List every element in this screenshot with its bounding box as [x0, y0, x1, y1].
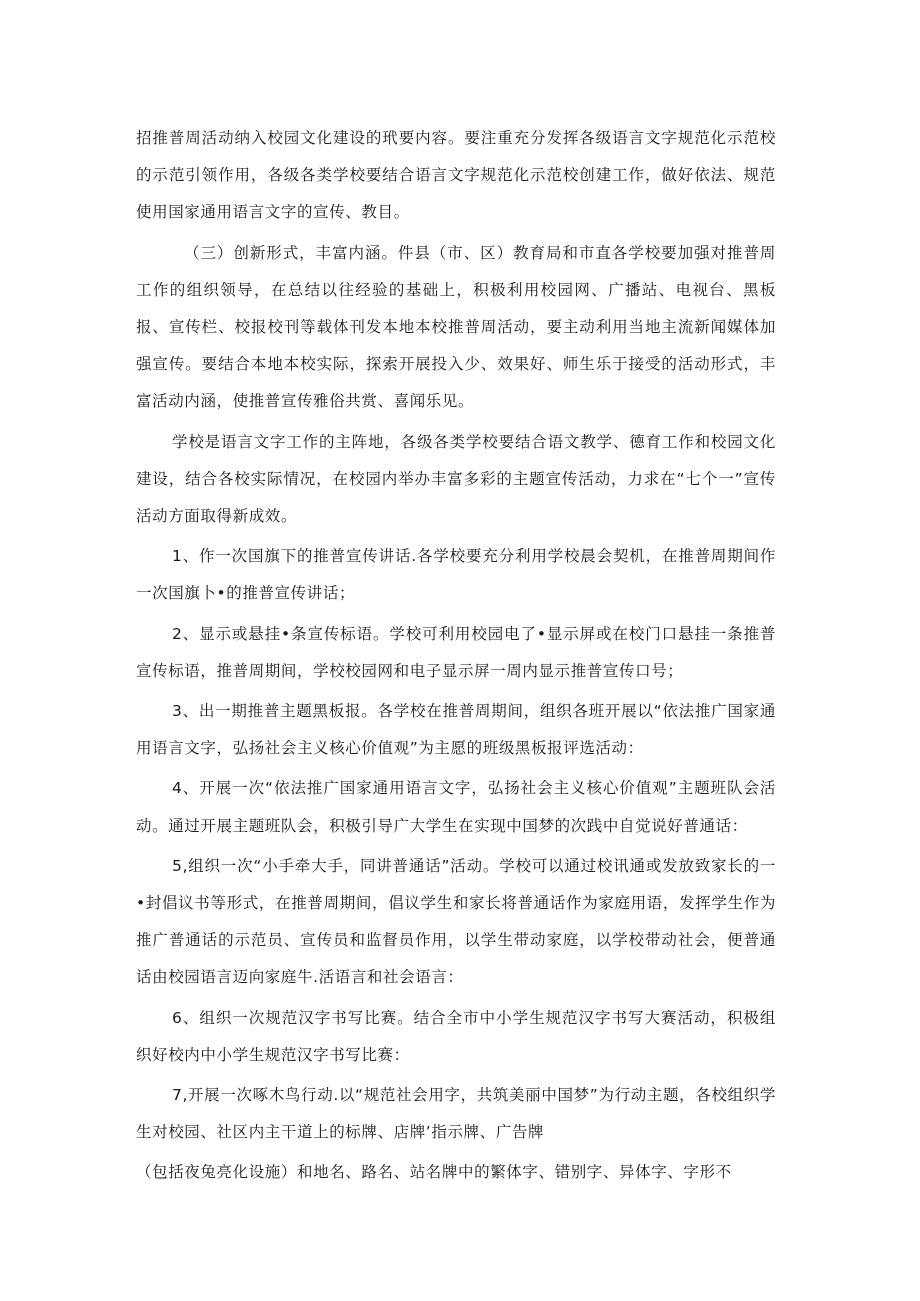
- paragraph-section-three: （三）创新形式，丰富内涵。件县（市、区）教育局和市直各学校要加强对推普周工作的组织领导，在总结以往经验的基础上，积极利用校园网、广播站、电视台、黑板报、宣传栏、校报校刊等载体刊发本地本校推普周活动，要主动利用当地主流新闻媒体加强宣传。要结合本地本校实际，探索开展投入少、效果好、师生乐于接受的活动形式，丰富活动内涵，使推普宣传雅俗共赏、喜闻乐见。: [136, 243, 776, 411]
- list-item-2: 2、显示或悬挂•条宣传标语。学校可利用校园电了•显示屏或在校门口悬挂一条推普宣传标语，推普周期间，学校校园网和电子显示屏一周内显示推普宣传口号；: [136, 624, 776, 680]
- list-item-1: 1、作一次国旗下的推普宣传讲话.各学校要充分利用学校晨会契机，在推普周期间作一次国旗卜•的推普宣传讲话；: [136, 547, 776, 603]
- list-item-6: 6、组织一次规范汉字书写比赛。结合全市中小学生规范汉字书写大赛活动，积极组织好校内中小学生规范汉字书写比赛：: [136, 1008, 776, 1064]
- list-item-3: 3、出一期推普主题黑板报。各学校在推普周期间，组织各班开展以“依法推广国家通用语言文字，弘扬社会主义核心价值观”为主愿的班级黑板报评选活动：: [136, 702, 776, 758]
- list-item-5: 5,组织一次“小手牵大手，同讲普通话”活动。学校可以通过校讯通或发放致家长的一•封倡议书等形式，在推普周期间，倡议学生和家长将普通话作为家庭用语，发挥学生作为推广普通话的示范员、宣传员和监督员作用，以学生带动家庭，以学校带动社会，便普通话由校园语言迈向家庭牛.活语言和社会语言：: [136, 856, 776, 987]
- list-item-4: 4、开展一次“依法推广国家通用语言文字，弘扬社会主义核心价值观”主题班队会活动。通过开展主题班队会，积极引导广大学生在实现中国梦的次践中自觉说好普通话：: [136, 779, 776, 835]
- paragraph-continuation: 招推普周活动纳入校园文化建设的玳要内容。要注重充分发挥各级语言文字规范化示范校的示范引领作用，各级各类学校要结合语言文字规范化示范校创建工作，做好依法、规范使用国家通用语言文字的宣传、教目。: [136, 129, 776, 222]
- document-body: [136, 120, 776, 1195]
- paragraph-trailing-line: （包括夜兔亮化设施）和地名、路名、站名牌中的繁体字、错别字、异体字、字形不: [136, 1163, 732, 1182]
- list-item-7: 7,开展一次啄木鸟行动.以“规范社会用字，共筑美丽中国梦”为行动主题，各校组织学生对校园、社区内主干道上的标牌、店牌’指示牌、广告牌: [136, 1086, 776, 1142]
- paragraph-school-intro: 学校是语言文字工作的主阵地，各级各类学校要结合语文教学、德育工作和校园文化建设，结合各校实际情况，在校园内举办丰富多彩的主题宣传活动，力求在“七个一”宣传活动方面取得新成效。: [136, 432, 776, 526]
